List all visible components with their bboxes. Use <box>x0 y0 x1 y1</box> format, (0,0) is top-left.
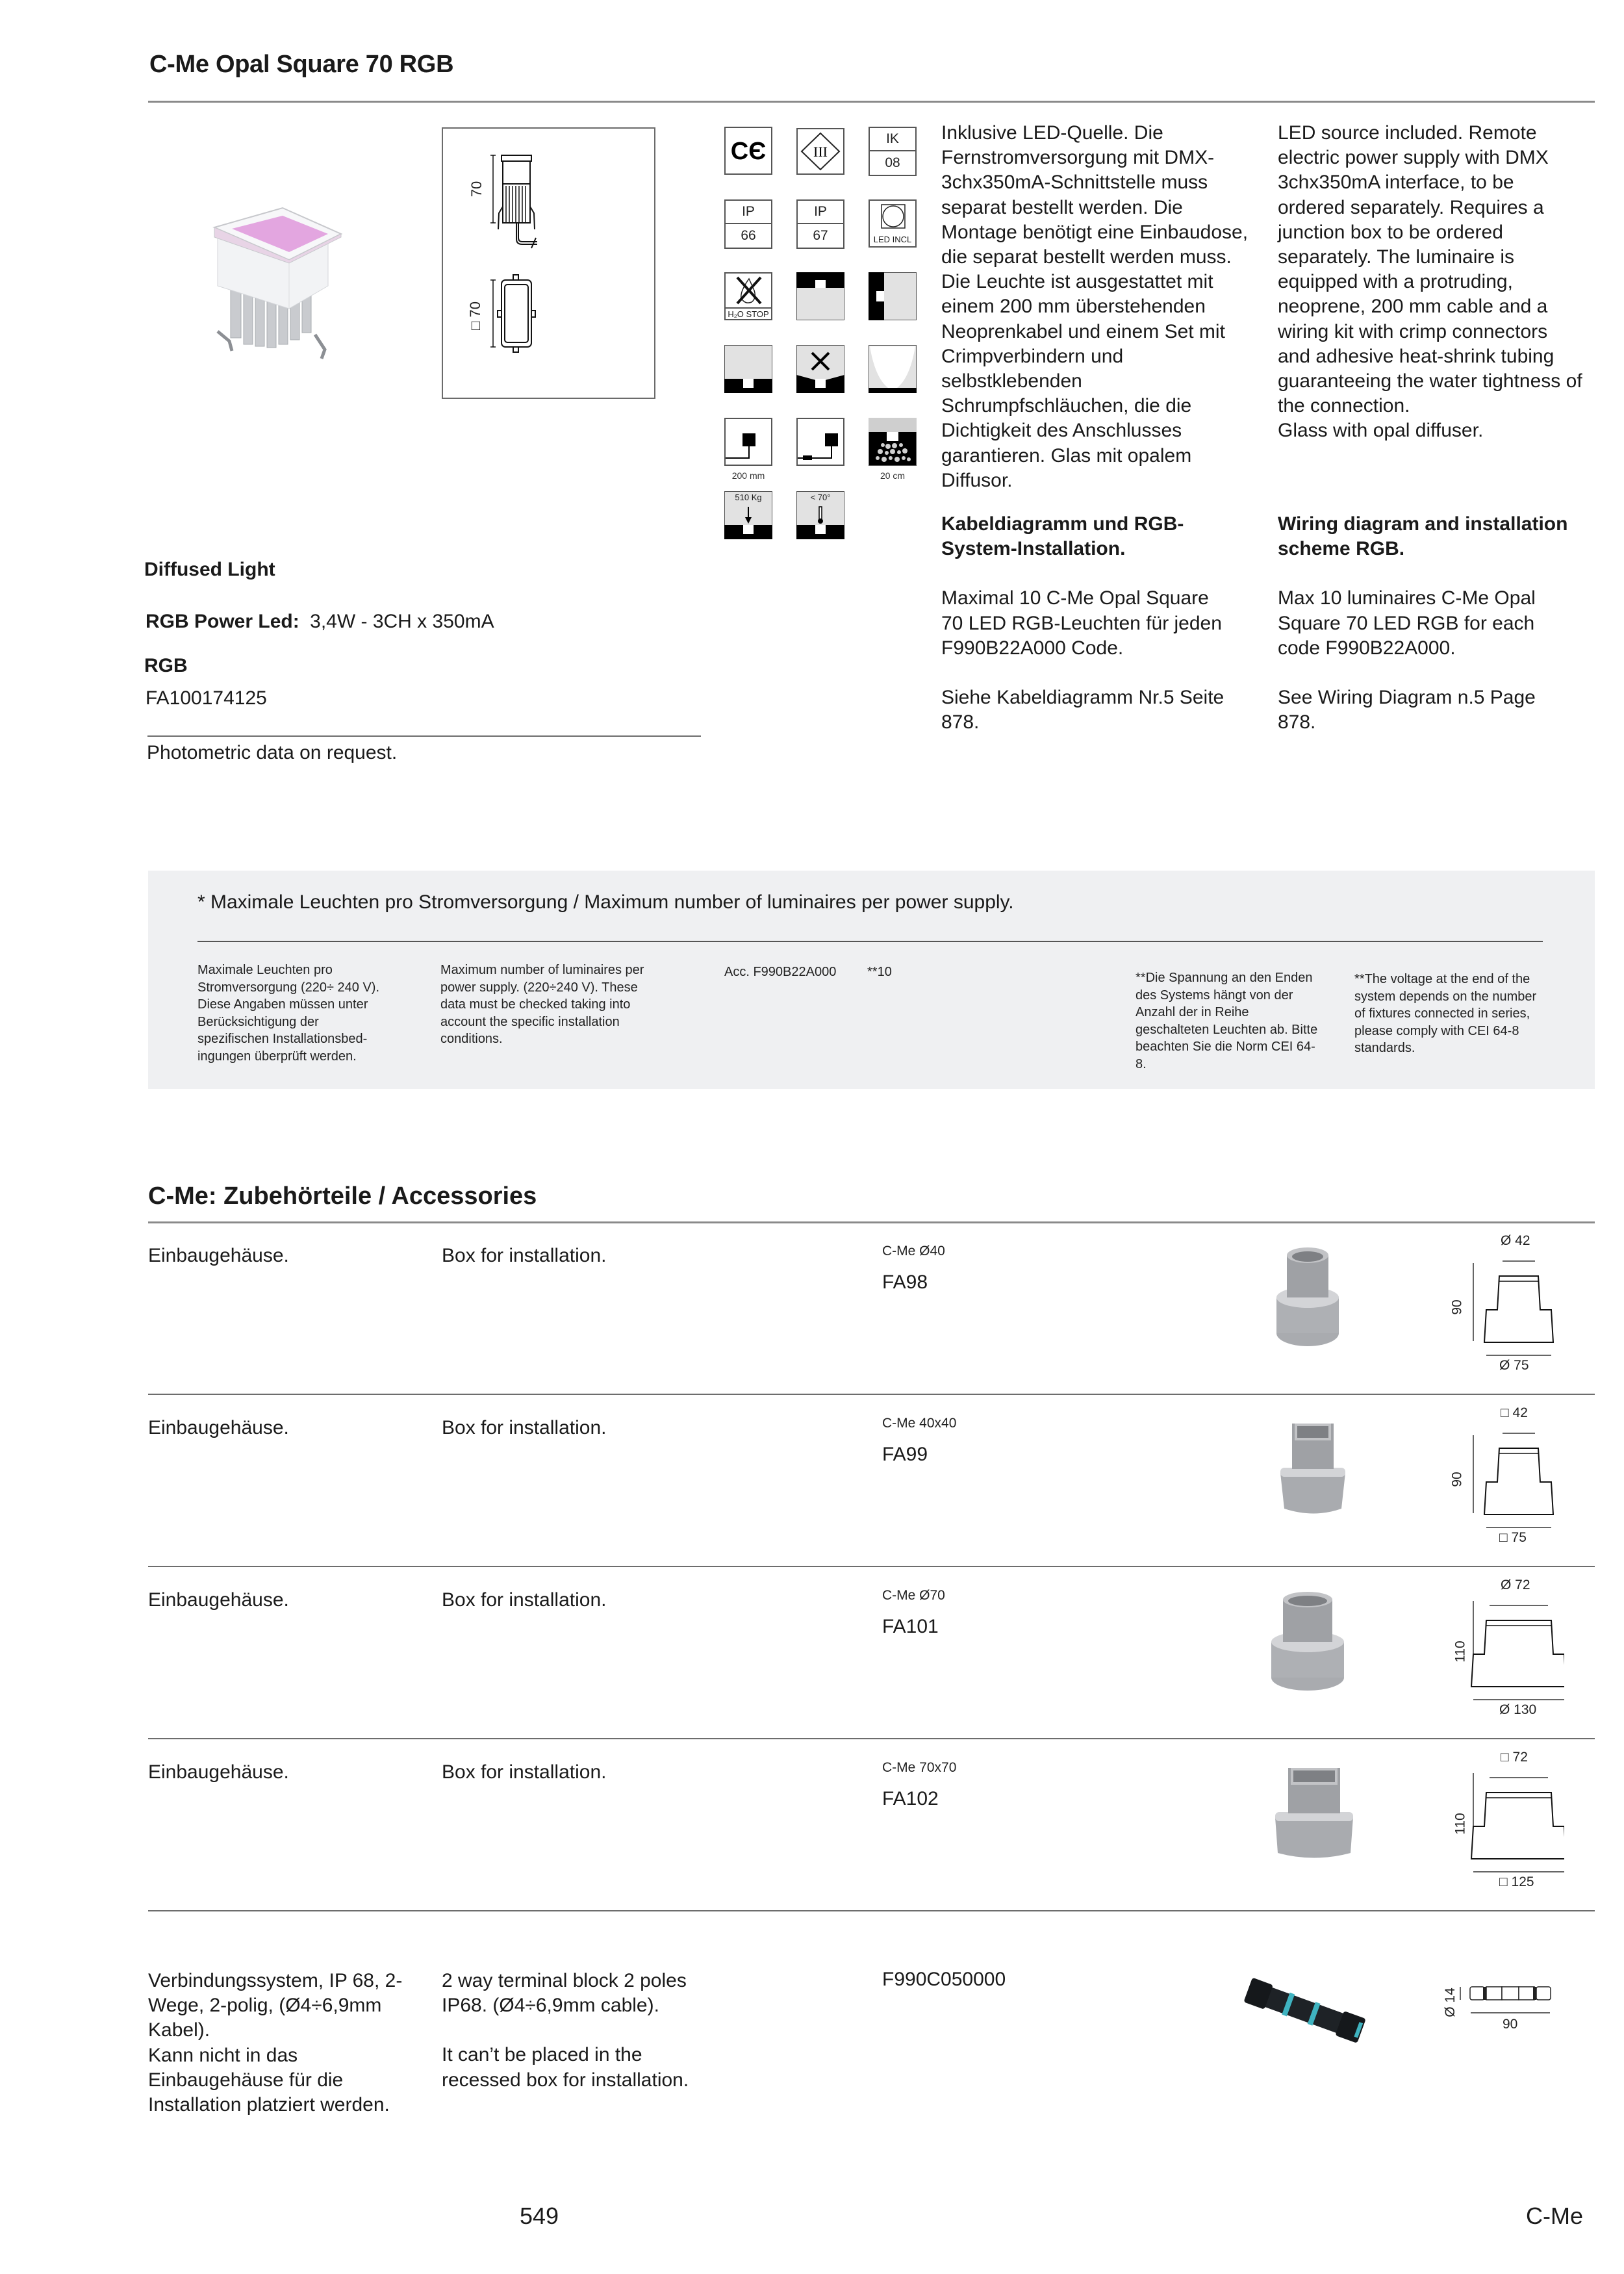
floor-recessed-icon <box>724 345 772 393</box>
accessory-photo <box>1269 1414 1360 1528</box>
light-beam-icon <box>869 345 917 393</box>
product-code: FA100174125 <box>146 687 267 709</box>
accessory-fit: C-Me Ø70 <box>882 1588 945 1603</box>
page-title: C-Me Opal Square 70 RGB <box>149 51 454 78</box>
accessory-desc-en: Box for installation. <box>442 1417 607 1438</box>
title-divider <box>148 101 1595 103</box>
gravel-20cm-icon <box>869 418 917 466</box>
connector-photo <box>1239 1974 1369 2049</box>
page-number: 549 <box>520 2203 559 2229</box>
svg-text:III: III <box>813 144 828 160</box>
ik-rating-icon: IK 08 <box>869 127 917 176</box>
connector-diameter: Ø 14 <box>1442 1987 1458 2017</box>
wiring-section-en <box>1278 512 1570 760</box>
voltage-note-en: **The voltage at the end of the system depends on the number of fixtures connected in series, please comply with CEI 64-8 standards. <box>1354 972 1537 1055</box>
wiring-heading-en: Wiring diagram and installation scheme RGB. <box>1278 513 1568 560</box>
accessory-desc-de: Einbaugehäuse. <box>148 1417 289 1438</box>
cable-connector-icon <box>796 418 844 466</box>
power-label: RGB Power Led: <box>146 611 299 632</box>
ce-mark-icon <box>724 127 772 175</box>
height-dimension: 110 <box>1453 1641 1468 1663</box>
max-luminaires-de: Maximal 10 C-Me Opal Square 70 LED RGB-Leuchten für jeden F990B22A000 Code. <box>941 587 1222 659</box>
accessory-photo <box>1269 1242 1347 1356</box>
description-de: Inklusive LED-Quelle. Die Fernstromversorgung mit DMX-3chx350mA-Schnittstelle muss separat bestellt werden. Die Montage benötigt eine Einbaudose, die separat bestellt werden muss. Die Leuchte ist ausgestattet mit einem 200 mm überstehenden Neoprenkabel und einem Set mit Crimpverbindern und selbstklebenden Schrumpfschläuchen, die die Dichtigkeit des Anschlusses garantieren. Glas mit opalem Diffusor. <box>941 122 1249 491</box>
power-note-de: Maximale Leuchten pro Stromversorgung (220÷ 240 V). Diese Angaben müssen unter Berücksichtigung der spezifischen Installationsbed-ingungen überprüft werden. <box>197 963 379 1064</box>
gravel-caption: 20 cm <box>880 470 906 481</box>
power-acc-count: **10 <box>867 965 892 979</box>
height-dimension: 70 <box>468 181 485 198</box>
cable-200mm-icon <box>724 418 772 466</box>
see-diagram-de: Siehe Kabeldiagramm Nr.5 Seite 878. <box>941 687 1224 734</box>
technical-drawing <box>442 127 655 399</box>
connector-length: 90 <box>1503 2017 1518 2032</box>
height-dimension: 90 <box>1449 1472 1465 1487</box>
bottom-dimension: Ø 130 <box>1499 1702 1537 1717</box>
connector-row <box>148 1948 1595 2143</box>
accessory-photo <box>1269 1759 1360 1872</box>
cable-length-caption: 200 mm <box>731 470 765 481</box>
power-spec <box>146 611 494 633</box>
description-en: LED source included. Remote electric power supply with DMX 3chx350mA interface, to be ordered separately. Requires a junction box to be ordered separately. The luminaire is equipped with a protruding, neoprene, 200 mm cable and a wiring kit with crimp connectors and adhesive heat-shrink tubing guaranteeing the water tightness of the connection. Glass with opal diffuser. <box>1278 122 1582 442</box>
accessory-row <box>148 1223 1595 1395</box>
accessory-desc-de: Einbaugehäuse. <box>148 1761 289 1783</box>
power-note-en: Maximum number of luminaires per power supply. (220÷240 V). These data must be checked taking into account the specific installation conditions. <box>440 963 644 1046</box>
accessory-photo <box>1269 1587 1347 1700</box>
see-diagram-en: See Wiring Diagram n.5 Page 878. <box>1278 687 1536 734</box>
bottom-dimension: Ø 75 <box>1499 1358 1529 1373</box>
square-dimension: □ 70 <box>466 301 483 330</box>
accessory-row <box>148 1739 1595 1911</box>
accessory-desc-en: Box for installation. <box>442 1245 607 1266</box>
variant-label: RGB <box>144 655 188 676</box>
wiring-section-de <box>941 512 1234 760</box>
height-dimension: 110 <box>1453 1813 1468 1835</box>
top-dimension: Ø 72 <box>1501 1578 1530 1592</box>
accessory-dimension-drawing <box>1447 1748 1564 1889</box>
accessory-dimension-drawing <box>1447 1576 1564 1717</box>
accessory-code: FA102 <box>882 1788 939 1809</box>
not-walkable-icon <box>796 345 844 393</box>
accessory-dimension-drawing <box>1447 1404 1564 1545</box>
max-luminaires-en: Max 10 luminaires C-Me Opal Square 70 LED RGB for each code F990B22A000. <box>1278 587 1536 659</box>
accessory-desc-en: Box for installation. <box>442 1761 607 1783</box>
ip67-icon: IP 67 <box>796 199 844 249</box>
footer-section: C-Me <box>1526 2203 1583 2229</box>
accessory-fit: C-Me Ø40 <box>882 1244 945 1258</box>
power-box-heading: * Maximale Leuchten pro Stromversorgung / Maximum number of luminaires per power supply. <box>197 891 1014 913</box>
led-included-icon: LED INCL <box>869 199 917 248</box>
bottom-dimension: □ 125 <box>1499 1874 1534 1889</box>
power-value: 3,4W - 3CH x 350mA <box>310 611 494 632</box>
accessory-desc-en: Box for installation. <box>442 1589 607 1611</box>
top-dimension: □ 72 <box>1501 1750 1528 1765</box>
product-photo <box>192 188 361 364</box>
accessory-desc-de: Einbaugehäuse. <box>148 1245 289 1266</box>
accessory-fit: C-Me 40x40 <box>882 1416 957 1431</box>
power-box-divider <box>197 941 1543 942</box>
connector-desc-en: 2 way terminal block 2 poles IP68. (Ø4÷6,9mm cable). It can’t be placed in the recessed box for installation. <box>442 1970 689 2091</box>
height-dimension: 90 <box>1449 1299 1465 1315</box>
power-acc-code: Acc. F990B22A000 <box>724 965 837 979</box>
top-dimension: □ 42 <box>1501 1405 1528 1420</box>
class-iii-icon <box>796 128 844 175</box>
row-divider <box>148 1910 1595 1911</box>
connector-code: F990C050000 <box>882 1969 1006 1990</box>
ip66-icon: IP 66 <box>724 199 772 249</box>
accessories-title: C-Me: Zubehörteile / Accessories <box>148 1182 537 1210</box>
top-dimension: Ø 42 <box>1501 1233 1530 1248</box>
temperature-70-icon: < 70° <box>796 491 844 539</box>
ceiling-mount-icon <box>796 272 844 320</box>
wiring-heading-de: Kabeldiagramm und RGB-System-Installation. <box>941 513 1184 560</box>
bottom-dimension: □ 75 <box>1499 1530 1527 1545</box>
specs-divider <box>147 735 701 737</box>
svg-text:CЄ: CЄ <box>730 138 767 165</box>
accessory-code: FA99 <box>882 1444 928 1465</box>
accessory-dimension-drawing <box>1447 1232 1564 1373</box>
accessory-row <box>148 1567 1595 1739</box>
accessory-code: FA98 <box>882 1271 928 1293</box>
voltage-note-de: **Die Spannung an den Enden des Systems hängt von der Anzahl der in Reihe geschalteten Leuchten ab. Bitte beachten Sie die Norm CEI 64-8. <box>1136 971 1318 1071</box>
power-supply-box <box>148 871 1595 1089</box>
load-510kg-icon: 510 Kg <box>724 491 772 539</box>
accessory-row <box>148 1395 1595 1567</box>
light-type: Diffused Light <box>144 559 275 580</box>
wall-mount-icon <box>869 272 917 320</box>
h2o-stop-icon: H₂O STOP <box>724 272 772 320</box>
connector-dimension-drawing <box>1434 1980 1564 2032</box>
accessory-desc-de: Einbaugehäuse. <box>148 1589 289 1611</box>
accessory-fit: C-Me 70x70 <box>882 1760 957 1775</box>
photometric-note: Photometric data on request. <box>147 742 398 763</box>
connector-desc-de: Verbindungssystem, IP 68, 2-Wege, 2-polig, (Ø4÷6,9mm Kabel). Kann nicht in das Einbaugehäuse für die Installation platziert werden. <box>148 1970 403 2116</box>
accessory-code: FA101 <box>882 1616 939 1637</box>
